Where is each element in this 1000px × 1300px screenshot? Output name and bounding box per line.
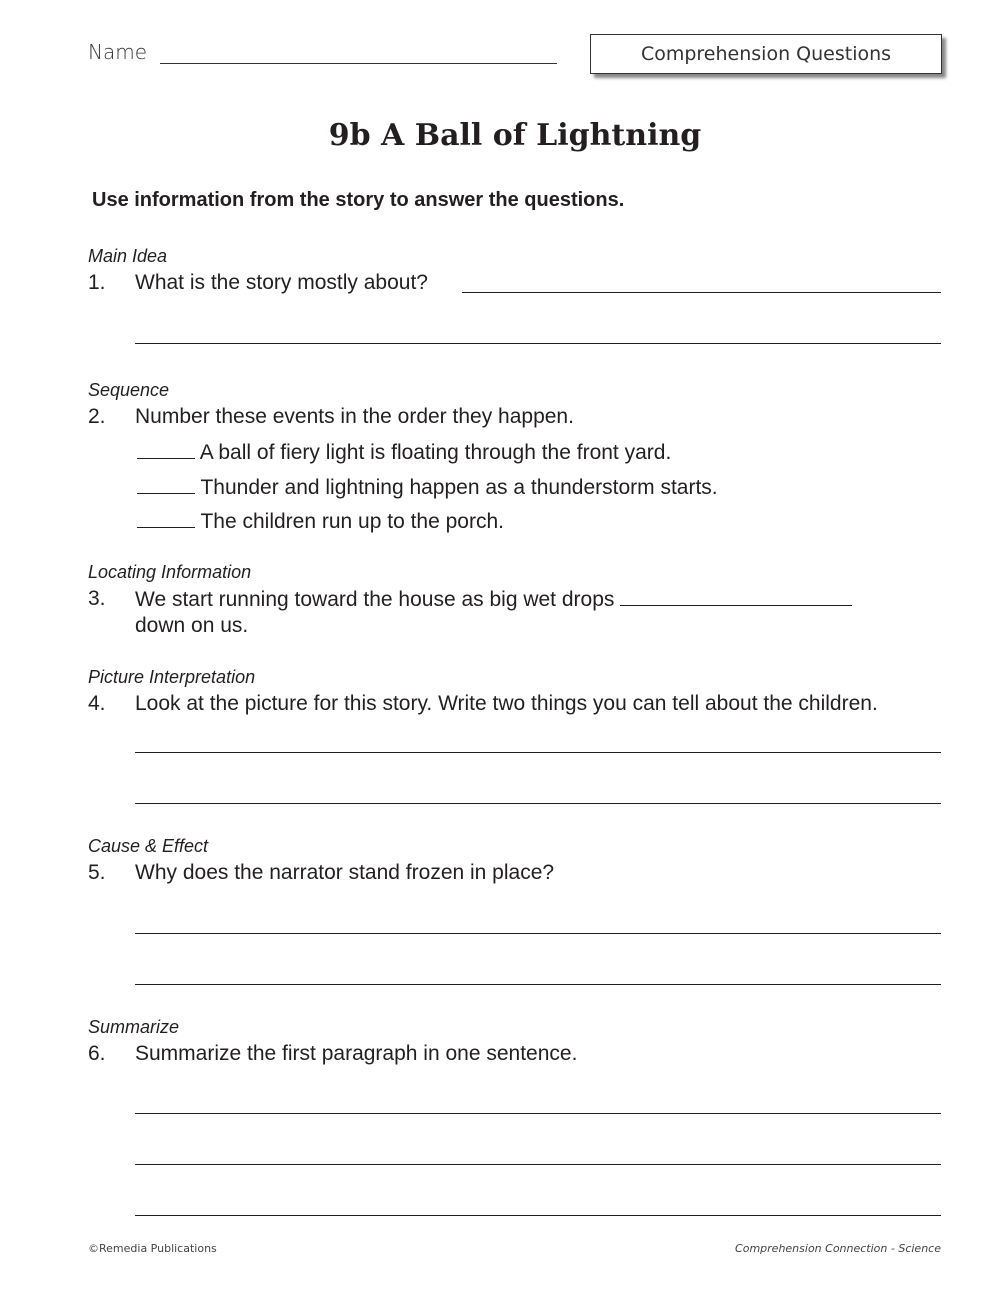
sequence-item <box>137 440 671 465</box>
page-title: 9b A Ball of Lightning <box>328 118 702 153</box>
sequence-item <box>137 509 504 534</box>
footer-copyright: ©Remedia Publications <box>88 1242 217 1255</box>
section-badge <box>590 34 942 74</box>
answer-line-6a[interactable] <box>135 1113 941 1114</box>
sequence-item-text: Thunder and lightning happen as a thunderstorm starts. <box>200 476 718 499</box>
instructions: Use information from the story to answer the questions. <box>92 189 625 211</box>
category-picture-interpretation: Picture Interpretation <box>88 667 256 687</box>
category-sequence: Sequence <box>88 380 170 400</box>
answer-line-6c[interactable] <box>135 1215 941 1216</box>
answer-line-5a[interactable] <box>135 933 941 934</box>
category-summarize: Summarize <box>88 1017 180 1037</box>
name-input-line[interactable] <box>160 63 557 64</box>
category-cause-effect: Cause & Effect <box>88 836 209 856</box>
answer-line-4a[interactable] <box>135 752 941 753</box>
sequence-blank[interactable] <box>137 475 195 494</box>
answer-line-4b[interactable] <box>135 803 941 804</box>
sequence-blank[interactable] <box>137 509 195 528</box>
question-4-text: Look at the picture for this story. Write two things you can tell about the children. <box>135 692 878 715</box>
question-1-text: What is the story mostly about? <box>135 271 428 294</box>
question-number-3: 3. <box>88 587 106 610</box>
footer-series: Comprehension Connection - Science <box>735 1242 941 1255</box>
question-number-6: 6. <box>88 1042 106 1065</box>
question-3-text-before: We start running toward the house as big wet drops <box>135 588 615 611</box>
question-number-4: 4. <box>88 692 106 715</box>
question-number-2: 2. <box>88 405 106 428</box>
question-3-text <box>135 587 852 612</box>
answer-line-1b[interactable] <box>135 343 941 344</box>
question-2-text: Number these events in the order they happen. <box>135 405 574 428</box>
question-6-text: Summarize the first paragraph in one sentence. <box>135 1042 578 1065</box>
sequence-item <box>137 475 718 500</box>
sequence-blank[interactable] <box>137 440 195 459</box>
fill-in-blank-3[interactable] <box>620 587 852 606</box>
answer-line-6b[interactable] <box>135 1164 941 1165</box>
category-main-idea: Main Idea <box>88 246 168 266</box>
category-locating-information: Locating Information <box>88 562 252 582</box>
answer-line-1a[interactable] <box>462 292 941 293</box>
sequence-item-text: A ball of fiery light is floating through the front yard. <box>199 441 672 464</box>
sequence-item-text: The children run up to the porch. <box>200 510 504 533</box>
question-5-text: Why does the narrator stand frozen in place? <box>135 861 555 884</box>
question-3-text-after: down on us. <box>135 614 249 637</box>
question-number-5: 5. <box>88 861 106 884</box>
section-badge-label: Comprehension Questions <box>640 43 892 65</box>
answer-line-5b[interactable] <box>135 984 941 985</box>
question-number-1: 1. <box>88 271 106 294</box>
name-label: Name <box>88 40 148 64</box>
